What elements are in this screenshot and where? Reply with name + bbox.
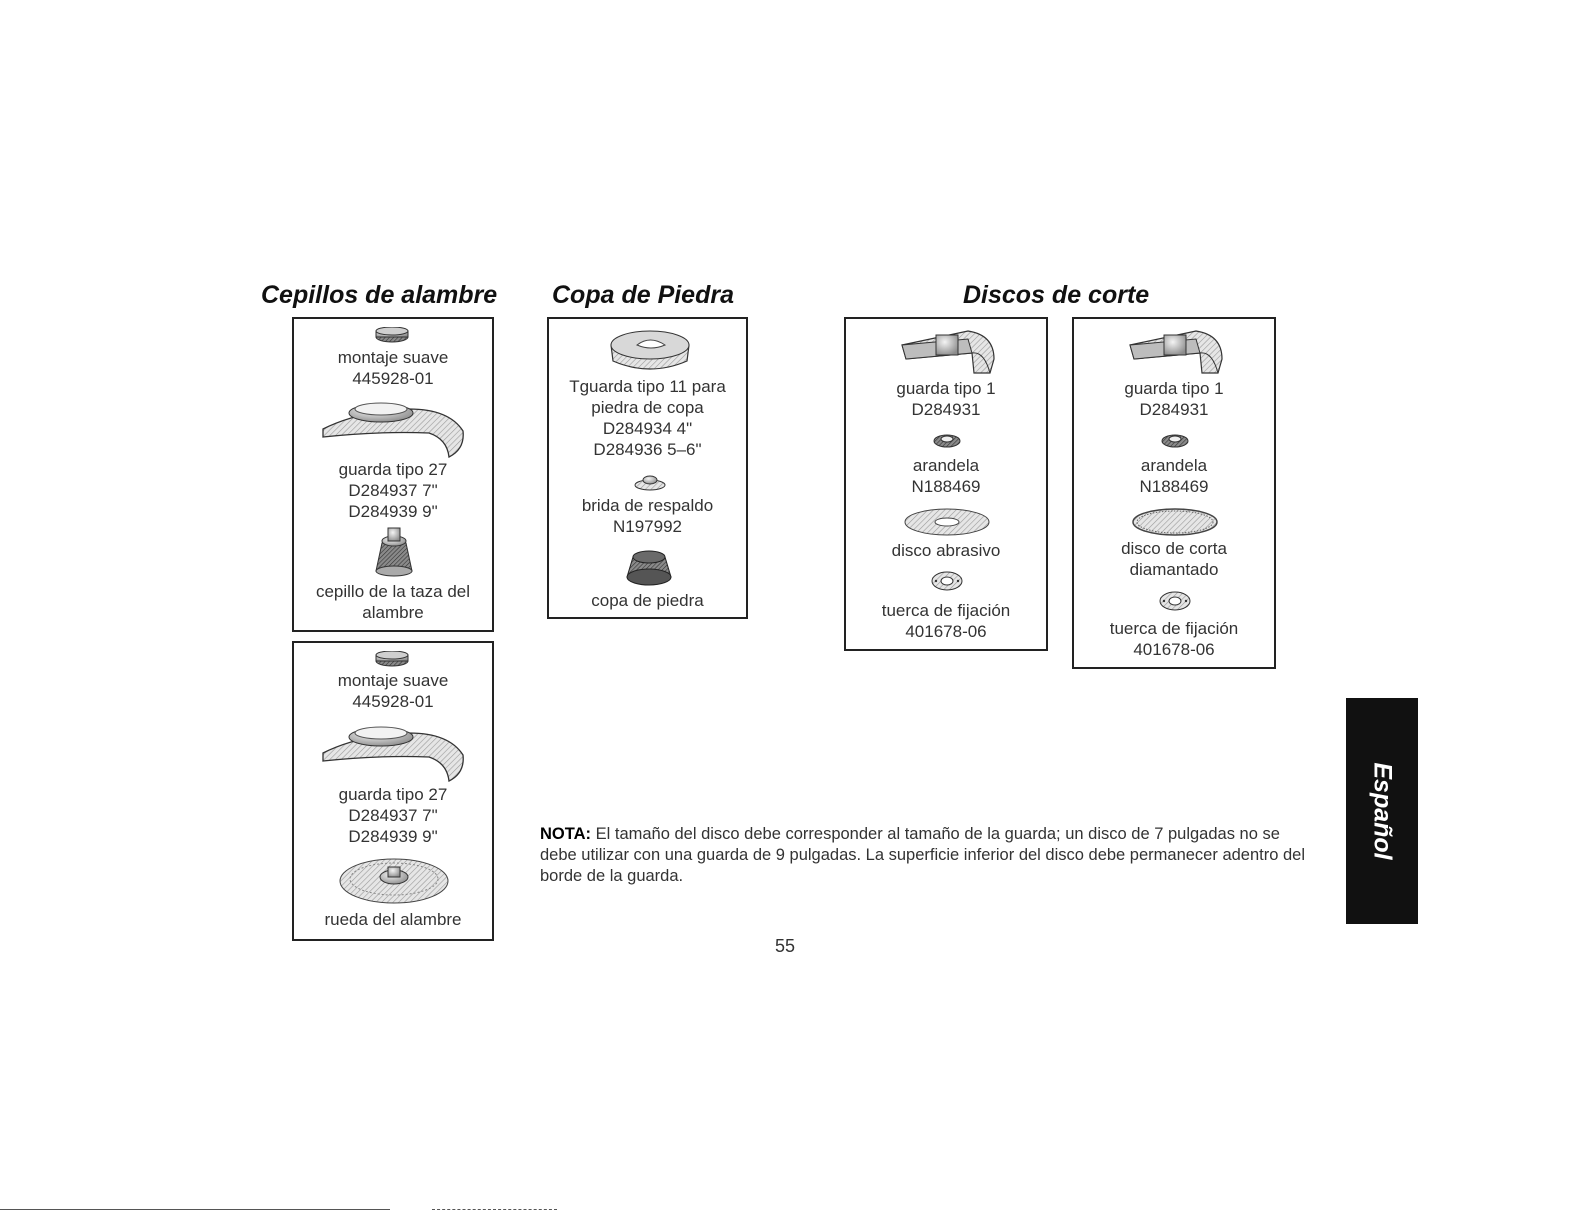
stone-cup-parts-box (547, 317, 748, 619)
type27-guard-label: guarda tipo 27 D284937 7" D284939 9" (338, 785, 448, 846)
type1-guard-icon (898, 325, 998, 379)
backing-flange-label: brida de respaldo N197992 (581, 496, 714, 536)
note-paragraph (540, 824, 1320, 887)
type1-guard-label: guarda tipo 1 D284931 (896, 379, 996, 419)
cup-brush-icon (366, 525, 422, 577)
mount-icon (374, 327, 410, 343)
lock-nut-label: tuerca de fijación 401678-06 (881, 601, 1011, 641)
lock-nut-icon (930, 569, 964, 593)
abrasive-disc-label: disco abrasivo (891, 541, 1001, 560)
page-number: 55 (774, 936, 796, 956)
note-text: El tamaño del disco debe corresponder al tamaño de la guarda; un disco de 7 pulgadas no se debe utilizar con una guarda de 9 pulgadas. La superficie inferior del disco debe permanecer adentro del borde de la guarda. (540, 825, 1306, 885)
diamond-disc-icon (1130, 507, 1220, 537)
language-side-tab-label: Español (1368, 762, 1397, 860)
abrasive-disc-icon (902, 507, 992, 537)
type1-guard-icon (1126, 325, 1226, 379)
heading-discos-de-corte: Discos de corte (963, 281, 1150, 309)
mount-label: montaje suave 445928-01 (337, 348, 449, 388)
mount-label: montaje suave 445928-01 (337, 671, 449, 711)
stone-cup-icon (621, 547, 677, 589)
note-label: NOTA: (540, 825, 592, 843)
diamond-cutting-disc-parts-box (1072, 317, 1276, 669)
abrasive-cutting-disc-parts-box (844, 317, 1048, 651)
type11-guard-label: Tguarda tipo 11 para piedra de copa D284934 4" D284936 5–6" (569, 377, 726, 459)
footer-rule (0, 1209, 390, 1210)
type27-guard-label: guarda tipo 27 D284937 7" D284939 9" (338, 460, 448, 521)
wire-wheel-label: rueda del alambre (324, 910, 462, 929)
lock-nut-label: tuerca de fijación 401678-06 (1109, 619, 1239, 659)
heading-cepillos-de-alambre: Cepillos de alambre (261, 281, 498, 309)
washer-icon (932, 431, 962, 449)
mount-icon (374, 651, 410, 667)
wire-wheel-icon (338, 855, 450, 905)
backing-flange-icon (633, 473, 667, 491)
heading-copa-de-piedra: Copa de Piedra (552, 281, 734, 309)
language-side-tab (1346, 698, 1418, 924)
wire-wheel-parts-box (292, 641, 494, 941)
type27-guard-icon (319, 719, 469, 785)
cup-brush-label: cepillo de la taza del alambre (315, 582, 471, 622)
type1-guard-label: guarda tipo 1 D284931 (1124, 379, 1224, 419)
wire-cup-brush-parts-box (292, 317, 494, 632)
type27-guard-icon (319, 395, 469, 461)
stone-cup-label: copa de piedra (591, 591, 704, 610)
washer-label: arandela N188469 (1139, 456, 1209, 496)
washer-icon (1160, 431, 1190, 449)
footer-rule (432, 1209, 557, 1210)
washer-label: arandela N188469 (911, 456, 981, 496)
lock-nut-icon (1158, 589, 1192, 613)
type11-guard-icon (607, 325, 693, 375)
diamond-disc-label: disco de corta diamantado (1121, 539, 1227, 579)
